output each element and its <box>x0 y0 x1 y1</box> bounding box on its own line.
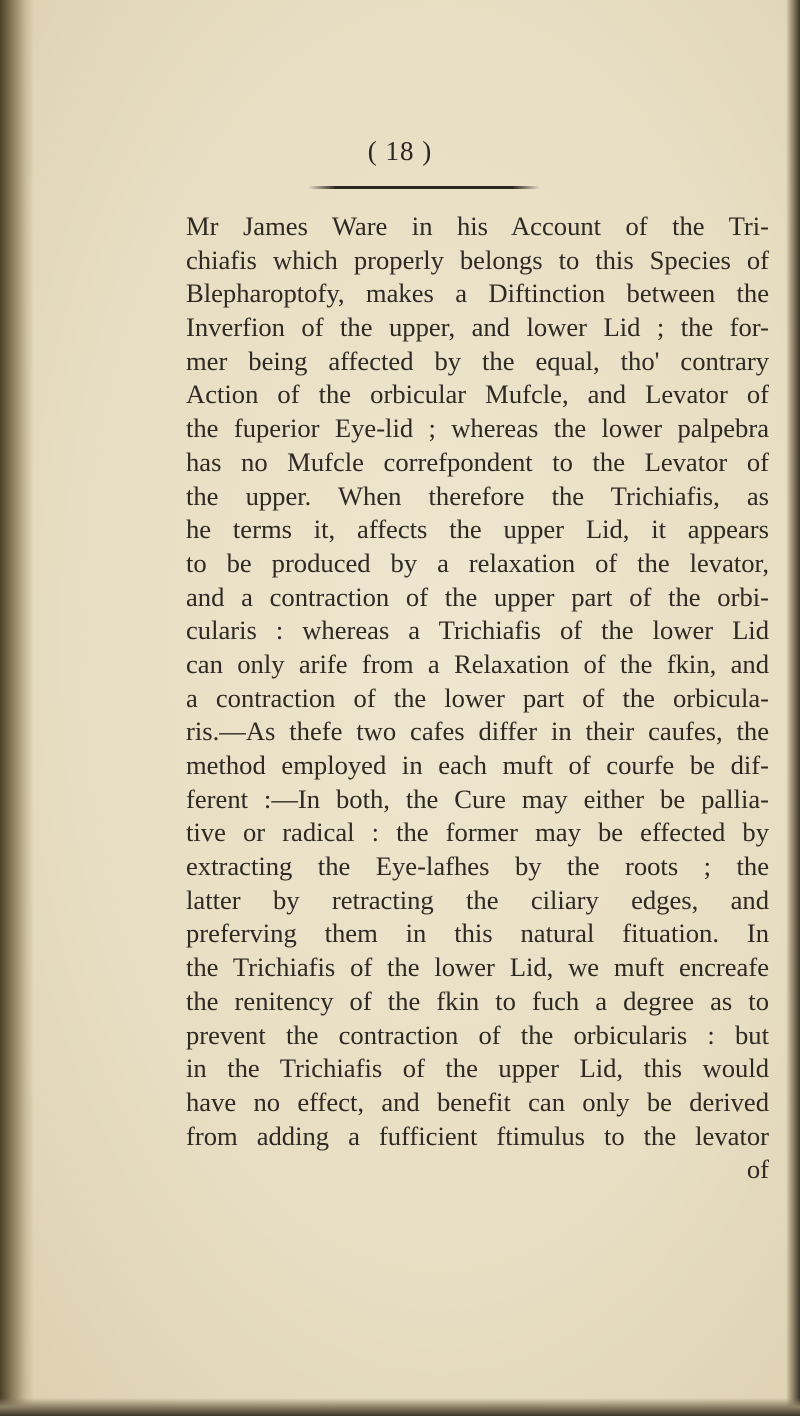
text-line: has no Mufcle correfpondent to the Levator of <box>186 446 769 477</box>
page-edge-bottom <box>0 1398 800 1416</box>
header-rule <box>308 186 540 189</box>
text-line: chiafis which properly belongs to this Species of <box>186 244 769 275</box>
text-line: from adding a fufficient ftimulus to the levator <box>186 1120 769 1151</box>
body-text <box>186 210 769 1187</box>
text-line: Blepharoptofy, makes a Diftinction between the <box>186 278 769 309</box>
text-line: the Trichiafis of the lower Lid, we muft encreafe <box>186 952 769 983</box>
text-line: mer being affected by the equal, tho' contrary <box>186 345 769 376</box>
binding-gutter <box>0 0 34 1416</box>
text-line: prevent the contraction of the orbicularis : but <box>186 1019 769 1050</box>
text-line: the renitency of the fkin to fuch a degree as to <box>186 985 769 1016</box>
text-line: Action of the orbicular Mufcle, and Levator of <box>186 379 769 410</box>
text-line: extracting the Eye-lafhes by the roots ; the <box>186 851 769 882</box>
text-line: method employed in each muft of courfe be dif- <box>186 750 769 780</box>
text-line: latter by retracting the ciliary edges, and <box>186 884 769 915</box>
text-line: the upper. When therefore the Trichiafis, as <box>186 480 769 511</box>
text-line: Mr James Ware in his Account of the Tri- <box>186 211 769 241</box>
text-line: to be produced by a relaxation of the levator, <box>186 547 769 578</box>
catchword: of <box>746 1154 769 1185</box>
text-line: can only arife from a Relaxation of the fkin, and <box>186 648 769 679</box>
text-line: tive or radical : the former may be effected by <box>186 817 769 848</box>
text-line: in the Trichiafis of the upper Lid, this would <box>186 1053 769 1084</box>
text-line: have no effect, and benefit can only be derived <box>186 1086 769 1117</box>
text-line: he terms it, affects the upper Lid, it appears <box>186 514 769 545</box>
text-line: and a contraction of the upper part of the orbi- <box>186 581 769 612</box>
text-line: the fuperior Eye-lid ; whereas the lower palpebra <box>186 413 769 444</box>
text-line: a contraction of the lower part of the orbicula- <box>186 682 769 713</box>
text-line: ris.—As thefe two cafes differ in their caufes, the <box>186 716 769 747</box>
page-edge-right <box>786 0 800 1416</box>
page-number: ( 18 ) <box>367 136 433 166</box>
text-line: preferving them in this natural fituation. In <box>186 918 769 949</box>
text-line: Inverfion of the upper, and lower Lid ; the for- <box>186 312 769 343</box>
text-line: ferent :—In both, the Cure may either be pallia- <box>186 783 769 814</box>
text-line: cularis : whereas a Trichiafis of the lower Lid <box>186 615 769 646</box>
